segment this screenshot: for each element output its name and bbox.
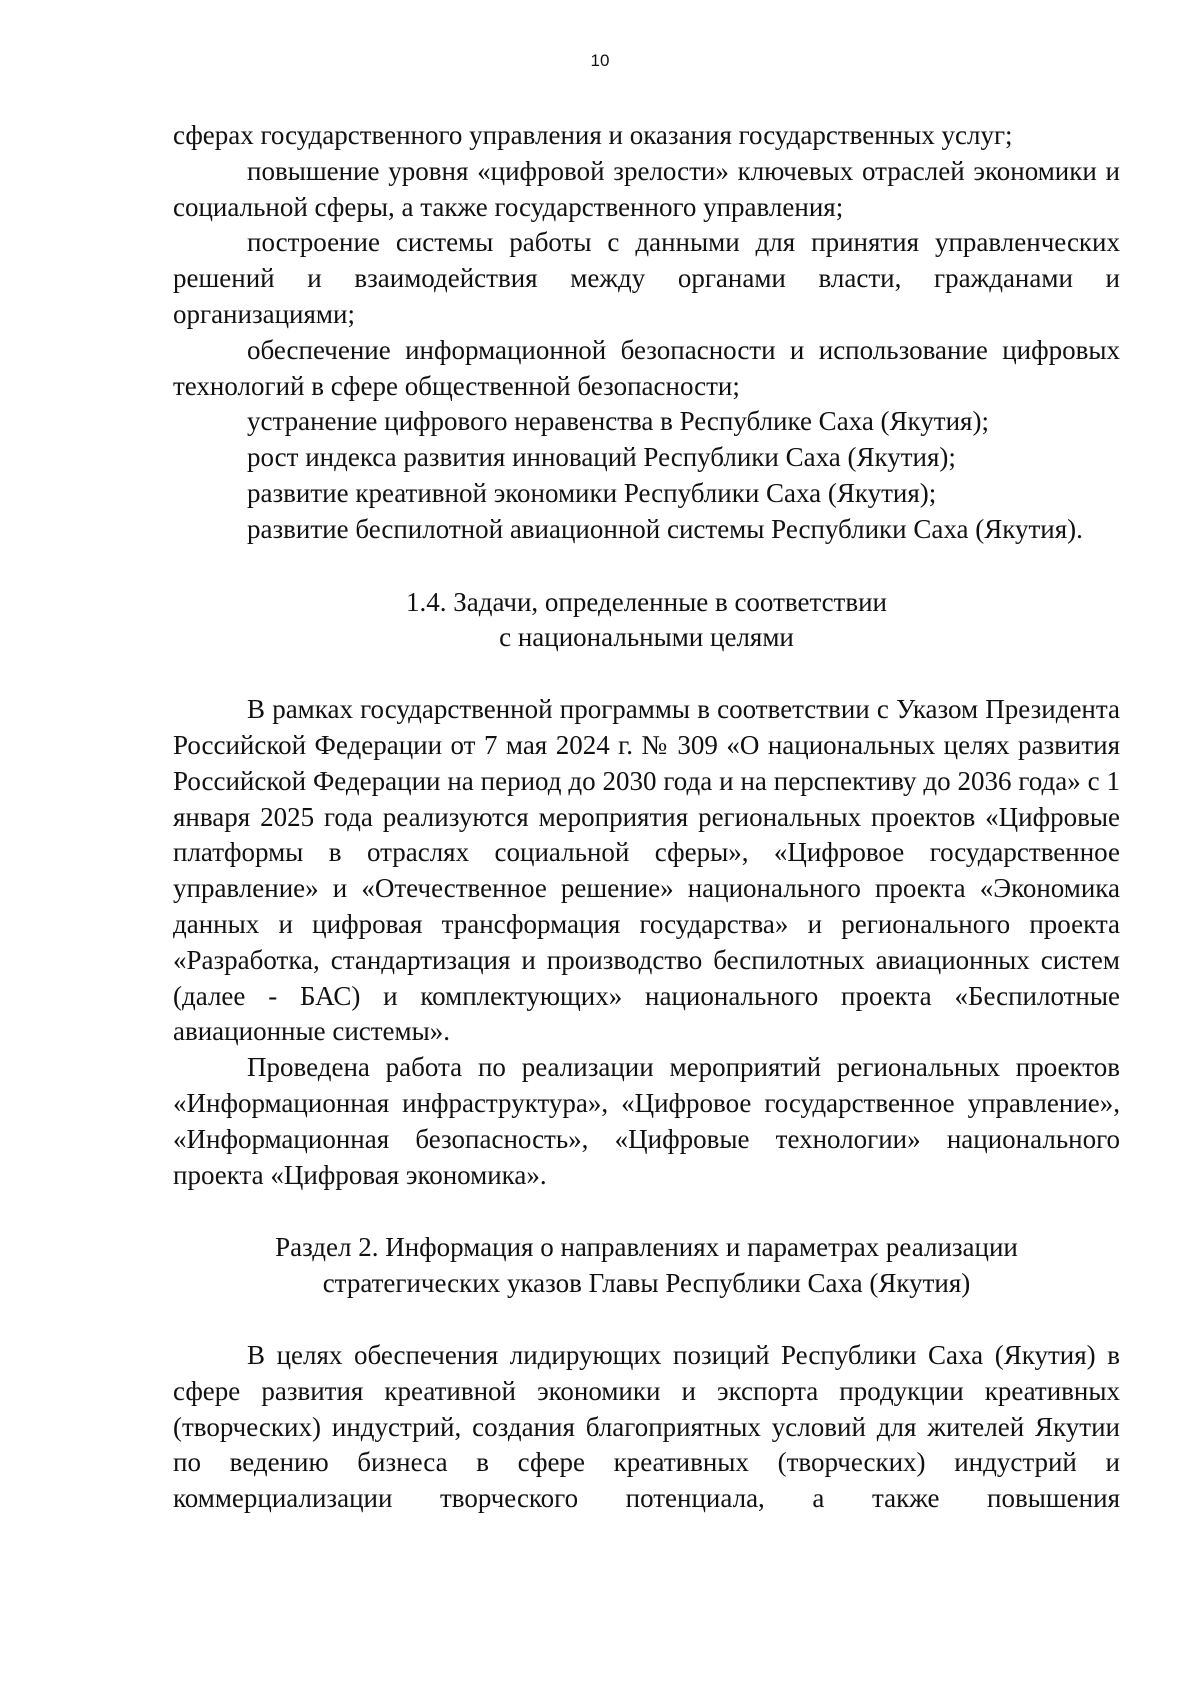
section-heading-2 — [173, 1230, 1120, 1302]
heading-line: Раздел 2. Информация о направлениях и параметрах реализации — [275, 1232, 1018, 1263]
list-item: рост индекса развития инноваций Республики Саха (Якутия); — [247, 442, 956, 473]
page-number: 10 — [590, 51, 610, 70]
heading-line: с национальными целями — [499, 622, 794, 653]
list-item: развитие беспилотной авиационной системы Республики Саха (Якутия). — [247, 513, 1083, 544]
list-item: повышение уровня «цифровой зрелости» ключевых отраслей экономики и социальной сферы, а также государственного управления; — [173, 155, 1120, 222]
paragraph: Проведена работа по реализации мероприятий региональных проектов «Информационная инфраструктура», «Цифровое государственное управление», «Информационная безопасность», «Цифровые технологии» национального проекта «Цифровая экономика». — [173, 1052, 1120, 1190]
list-item: устранение цифрового неравенства в Республике Саха (Якутия); — [247, 406, 989, 437]
section-heading-1-4 — [173, 585, 1120, 657]
paragraph: В рамках государственной программы в соответствии с Указом Президента Российской Федерации от 7 мая 2024 г. № 309 «О национальных целях развития Российской Федерации на период до 2030 года и на перспективу до 2036 года» с 1 января 2025 года реализуются мероприятия региональных проектов «Цифровые платформы в отраслях социальной сферы», «Цифровое государственное управление» и «Отечественное решение» национального проекта «Экономика данных и цифровая трансформация государства» и регионального проекта «Разработка, стандартизация и производство беспилотных авиационных систем (далее - БАС) и комплектующих» национального проекта «Беспилотные авиационные системы». — [173, 694, 1120, 1047]
heading-line: 1.4. Задачи, определенные в соответствии — [405, 586, 888, 617]
list-item: развитие креативной экономики Республики Саха (Якутия); — [247, 477, 937, 508]
heading-line: стратегических указов Главы Республики Саха (Якутия) — [322, 1268, 971, 1299]
document-body — [173, 118, 1120, 1517]
paragraph: В целях обеспечения лидирующих позиций Республики Саха (Якутия) в сфере развития креативной экономики и экспорта продукции креативных (творческих) индустрий, создания благоприятных условий для жителей Якутии по ведению бизнеса в сфере креативных (творческих) индустрий и коммерциализации творческого потенциала, а также повышения — [173, 1339, 1120, 1514]
list-continuation: сферах государственного управления и оказания государственных услуг; — [173, 120, 1013, 150]
list-item: построение системы работы с данными для принятия управленческих решений и взаимодействия между органами власти, гражданами и организациями; — [173, 227, 1120, 329]
list-item: обеспечение информационной безопасности и использование цифровых технологий в сфере общественной безопасности; — [173, 334, 1120, 401]
